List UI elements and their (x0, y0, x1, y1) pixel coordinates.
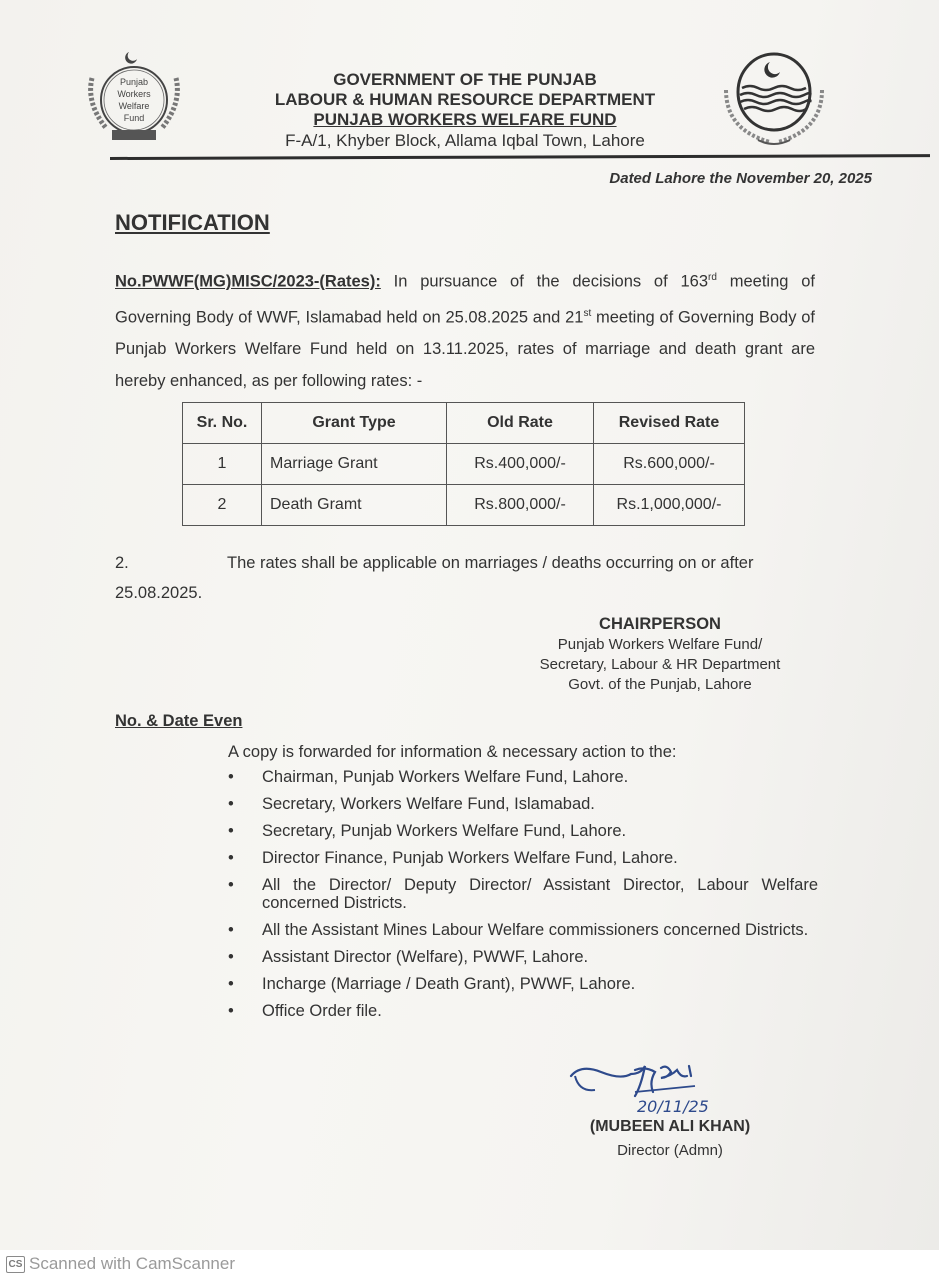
pwwf-logo-icon (82, 48, 186, 148)
recipient-text: Director Finance, Punjab Workers Welfare Fund, Lahore. (262, 849, 678, 867)
logo-text-line: Punjab (119, 77, 149, 87)
paragraph-text: The rates shall be applicable on marriages / deaths occurring on or after 25.08.2025. (115, 554, 754, 602)
chairperson-title: CHAIRPERSON (599, 615, 721, 633)
govt-name: GOVERNMENT OF THE PUNJAB (333, 70, 597, 89)
chairperson-line: Secretary, Labour & HR Department (539, 656, 781, 673)
chairperson-block (500, 613, 820, 695)
column-header: Grant Type (262, 403, 447, 444)
bullet-icon: • (228, 768, 234, 786)
bullet-icon: • (228, 822, 234, 840)
list-item (228, 795, 818, 813)
office-address: F-A/1, Khyber Block, Allama Iqbal Town, Lahore (285, 131, 645, 150)
govt-punjab-emblem-icon (718, 50, 830, 150)
table-header-row (183, 403, 745, 444)
bullet-icon: • (228, 795, 234, 813)
recipients-list (228, 768, 818, 1029)
intro-paragraph (115, 262, 815, 397)
chairperson-line: Punjab Workers Welfare Fund/ (557, 636, 763, 653)
reference-number: No.PWWF(MG)MISC/2023-(Rates): (115, 272, 381, 291)
column-header: Old Rate (447, 403, 594, 444)
serial-cell: 1 (183, 444, 262, 485)
list-item (228, 849, 818, 867)
recipient-text: Office Order file. (262, 1002, 382, 1020)
list-item (228, 1002, 818, 1020)
serial-cell: 2 (183, 485, 262, 526)
recipient-text: All the Assistant Mines Labour Welfare commissioners concerned Districts. (262, 921, 809, 939)
signature-date: 20/11/25 (637, 1097, 709, 1116)
copy-intro: A copy is forwarded for information & necessary action to the: (228, 743, 677, 761)
revised-rate-cell: Rs.1,000,000/- (594, 485, 745, 526)
watermark-text: Scanned with CamScanner (29, 1254, 236, 1273)
grant-type-cell: Marriage Grant (262, 444, 447, 485)
logo-text-line: Workers (117, 89, 151, 99)
old-rate-cell: Rs.400,000/- (447, 444, 594, 485)
chairperson-line: Govt. of the Punjab, Lahore (568, 676, 752, 693)
old-rate-cell: Rs.800,000/- (447, 485, 594, 526)
list-item (228, 822, 818, 840)
bullet-icon: • (228, 1002, 234, 1020)
ordinal-suffix: st (583, 307, 592, 319)
recipient-text: All the Director/ Deputy Director/ Assistant Director, Labour Welfare concerned Districts. (262, 876, 818, 912)
signatory-name: (MUBEEN ALI KHAN) (589, 1118, 751, 1135)
date-line: Dated Lahore the November 20, 2025 (609, 170, 872, 187)
bullet-icon: • (228, 975, 234, 993)
bullet-icon: • (228, 948, 234, 966)
recipient-text: Assistant Director (Welfare), PWWF, Lahore. (262, 948, 589, 966)
camscanner-icon: CS (6, 1256, 25, 1273)
bullet-icon: • (228, 921, 234, 939)
signatory-designation: Director (Admn) (617, 1142, 723, 1159)
rates-table (182, 402, 745, 526)
grant-type-cell: Death Gramt (262, 485, 447, 526)
letterhead (245, 70, 685, 152)
page-title: NOTIFICATION (115, 210, 270, 235)
bullet-icon: • (228, 876, 234, 894)
recipient-text: Secretary, Workers Welfare Fund, Islamabad. (262, 795, 595, 813)
paragraph-number: 2. (115, 554, 129, 572)
logo-text-line: Welfare (118, 101, 150, 111)
revised-rate-cell: Rs.600,000/- (594, 444, 745, 485)
table-row (183, 444, 745, 485)
paragraph-2 (115, 548, 815, 608)
bullet-icon: • (228, 849, 234, 867)
list-item (228, 921, 818, 939)
list-item (228, 768, 818, 786)
signature-icon (565, 1062, 765, 1122)
recipient-text: Secretary, Punjab Workers Welfare Fund, Lahore. (262, 822, 627, 840)
table-row (183, 485, 745, 526)
intro-text: In pursuance of the decisions of 163 (380, 272, 709, 291)
recipient-text: Chairman, Punjab Workers Welfare Fund, Lahore. (262, 768, 629, 786)
list-item (228, 876, 818, 912)
list-item (228, 948, 818, 966)
copy-heading: No. & Date Even (115, 712, 243, 730)
column-header: Revised Rate (594, 403, 745, 444)
camscanner-watermark (6, 1254, 235, 1274)
column-header: Sr. No. (183, 403, 262, 444)
fund-name: PUNJAB WORKERS WELFARE FUND (313, 110, 617, 129)
list-item (228, 975, 818, 993)
intro-text: meeting of Governing Body of Punjab Workers Welfare Fund held on 13.11.2025, rates of marriage and death grant are hereby enhanced, as per following rates: - (115, 308, 815, 390)
ordinal-suffix: rd (708, 272, 717, 283)
logo-text-line: Fund (123, 113, 145, 123)
department-name: LABOUR & HUMAN RESOURCE DEPARTMENT (274, 90, 656, 109)
recipient-text: Incharge (Marriage / Death Grant), PWWF, Lahore. (262, 975, 636, 993)
intro-text: meeting of Governing Body of WWF, Islamabad held on 25.08.2025 and 21 (115, 272, 815, 326)
